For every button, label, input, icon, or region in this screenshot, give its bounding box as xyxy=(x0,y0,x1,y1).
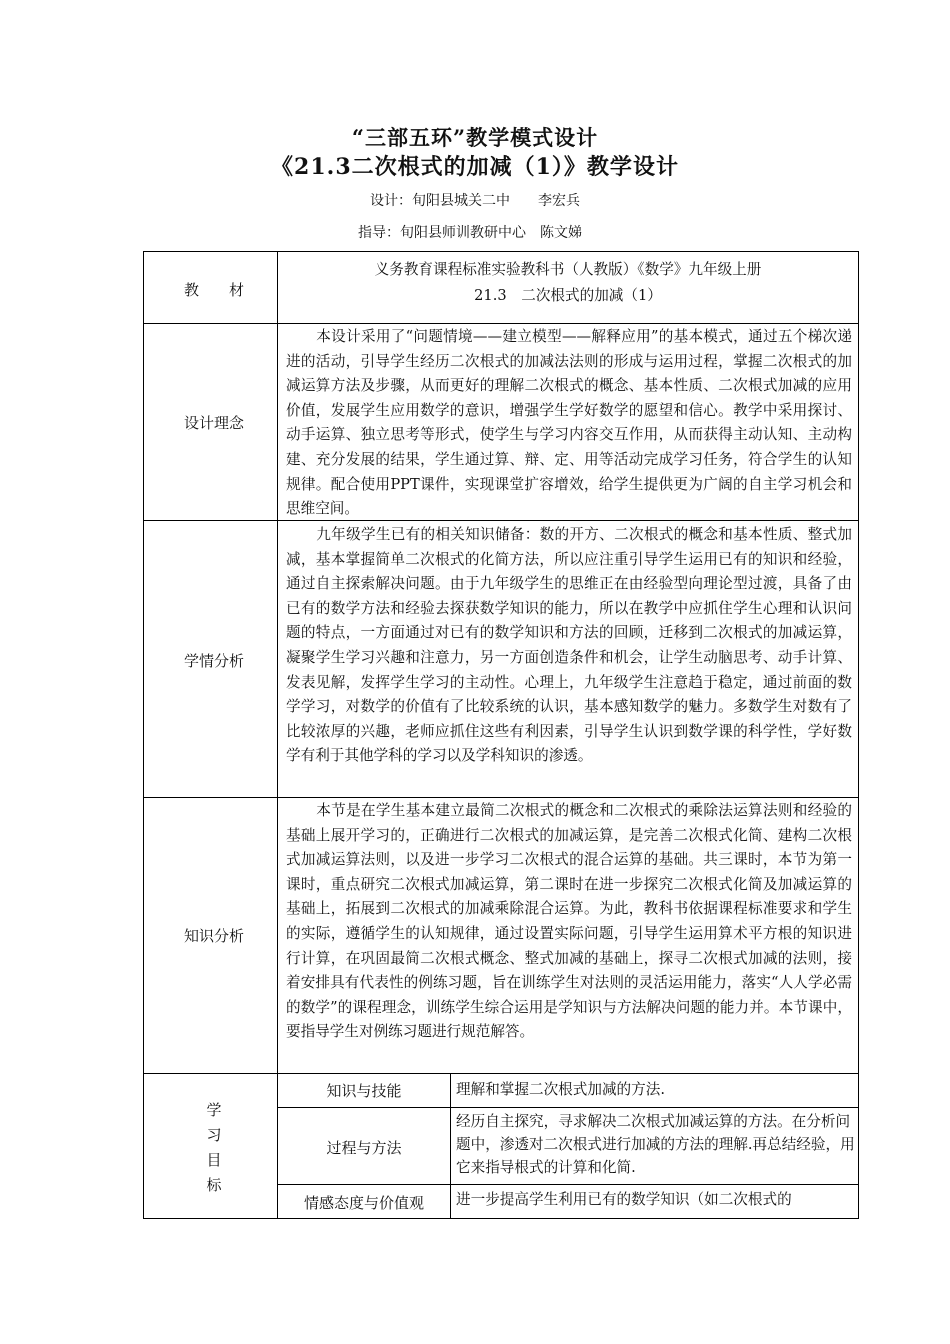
objective-knowledge-label: 知识与技能 xyxy=(326,1082,402,1100)
objective-attitude-text: 进一步提高学生利用已有的数学知识（如二次根式的 xyxy=(456,1191,792,1208)
objective-process-label: 过程与方法 xyxy=(326,1139,402,1157)
objectives-row-divider xyxy=(277,1184,858,1185)
knowledge-analysis-body: 本节是在学生基本建立最简二次根式的概念和二次根式的乘除法运算法则和经验的基础上展开学习的，正确进行二次根式的加减运算，是完善二次根式化简、建构二次根式加减运算法则，以及进一步学习二次根式的混合运算的基础。共三课时，本节为第一课时，重点研究二次根式加减运算，第二课时在进一步探究二次根式化简及加减运算的基础上，拓展到二次根式的加减乘除混合运算。为此，教科书依据课程标准要求和学生的实际，遵循学生的认知规律，通过设置实际问题，引导学生运用算术平方根的知识进行计算，在巩固最简二次根式概念、整式加减的基础上，探寻二次根式加减的法则，接着安排具有代表性的例练习题，旨在训练学生对法则的灵活运用能力，落实“人人学必需的数学”的课程理念，训练学生综合运用是学知识与方法解决问题的能力并。本节课中，要指导学生对例练习题进行规范解答。 xyxy=(286,802,852,1041)
objective-knowledge-text: 理解和掌握二次根式加减的方法. xyxy=(456,1081,665,1098)
design-concept-text xyxy=(286,325,852,522)
document-subtitle: 《21.3二次根式的加减（1）》教学设计 xyxy=(271,154,679,180)
objectives-column-divider xyxy=(450,1073,451,1218)
objectives-label-char: 习 xyxy=(206,1126,222,1144)
design-concept-label: 设计理念 xyxy=(183,414,244,432)
learner-analysis-label: 学情分析 xyxy=(183,652,244,670)
row-divider xyxy=(144,323,858,324)
knowledge-analysis-text xyxy=(286,799,852,1045)
objectives-label xyxy=(204,1098,224,1198)
row-divider xyxy=(144,797,858,798)
textbook-label: 教 材 xyxy=(183,281,244,299)
row-divider xyxy=(144,1073,858,1074)
lesson-design-table xyxy=(143,251,859,1219)
design-concept-body: 本设计采用了“问题情境——建立模型——解释应用”的基本模式，通过五个梯次递进的活动，引导学生经历二次根式的加减法法则的形成与运用过程，掌握二次根式的加减运算方法及步骤，从而更好的理解二次根式的概念、基本性质、二次根式加减的应用价值，发展学生应用数学的意识，增强学生学好数学的愿望和信心。教学中采用探讨、动手运算、独立思考等形式，使学生与学习内容交互作用，从而获得主动认知、主动构建、充分发展的结果，学生通过算、辩、定、用等活动完成学习任务，符合学生的认知规律。配合使用PPT课件，实现课堂扩容增效，给学生提供更为广阔的自主学习机会和思维空间。 xyxy=(286,328,852,518)
objectives-label-char: 目 xyxy=(206,1151,222,1169)
document-title: “三部五环”教学模式设计 xyxy=(351,125,599,150)
objective-process-text: 经历自主探究，寻求解决二次根式加减运算的方法。在分析问题中，渗透对二次根式进行加减的方法的理解.再总结经验，用它来指导根式的计算和化简. xyxy=(456,1113,855,1176)
knowledge-analysis-label: 知识分析 xyxy=(183,927,244,945)
learner-analysis-body: 九年级学生已有的相关知识储备：数的开方、二次根式的概念和基本性质、整式加减，基本掌握简单二次根式的化简方法，所以应注重引导学生运用已有的知识和经验，通过自主探索解决问题。由于九年级学生的思维正在由经验型向理论型过渡，具备了由已有的数学方法和经验去探获数学知识的能力，所以在教学中应抓住学生心理和认识问题的特点，一方面通过对已有的数学知识和方法的回顾，迁移到二次根式的加减运算，凝聚学生学习兴趣和注意力，另一方面创造条件和机会，让学生动脑思考、动手计算、发表见解，发挥学生学习的主动性。心理上，九年级学生注意趋于稳定，通过前面的数学学习，对数学的价值有了比较系统的认识，基本感知数学的魅力。多数学生对数有了比较浓厚的兴趣，老师应抓住这些有利因素，引导学生认识到数学课的科学性，学好数学有利于其他学科的学习以及学科知识的渗透。 xyxy=(286,526,852,765)
textbook-line2: 21.3 二次根式的加减（1） xyxy=(474,287,662,304)
designer-credit: 设计：旬阳县城关二中 李宏兵 xyxy=(370,193,580,209)
textbook-line1: 义务教育课程标准实验教科书（人教版）《数学》九年级上册 xyxy=(374,261,762,278)
guide-credit: 指导：旬阳县师训教研中心 陈文娣 xyxy=(358,225,582,241)
learner-analysis-text xyxy=(286,523,852,769)
objectives-label-char: 学 xyxy=(206,1101,222,1119)
objective-attitude-label: 情感态度与价值观 xyxy=(303,1194,424,1212)
objectives-row-divider xyxy=(277,1107,858,1108)
objectives-label-char: 标 xyxy=(206,1176,222,1194)
